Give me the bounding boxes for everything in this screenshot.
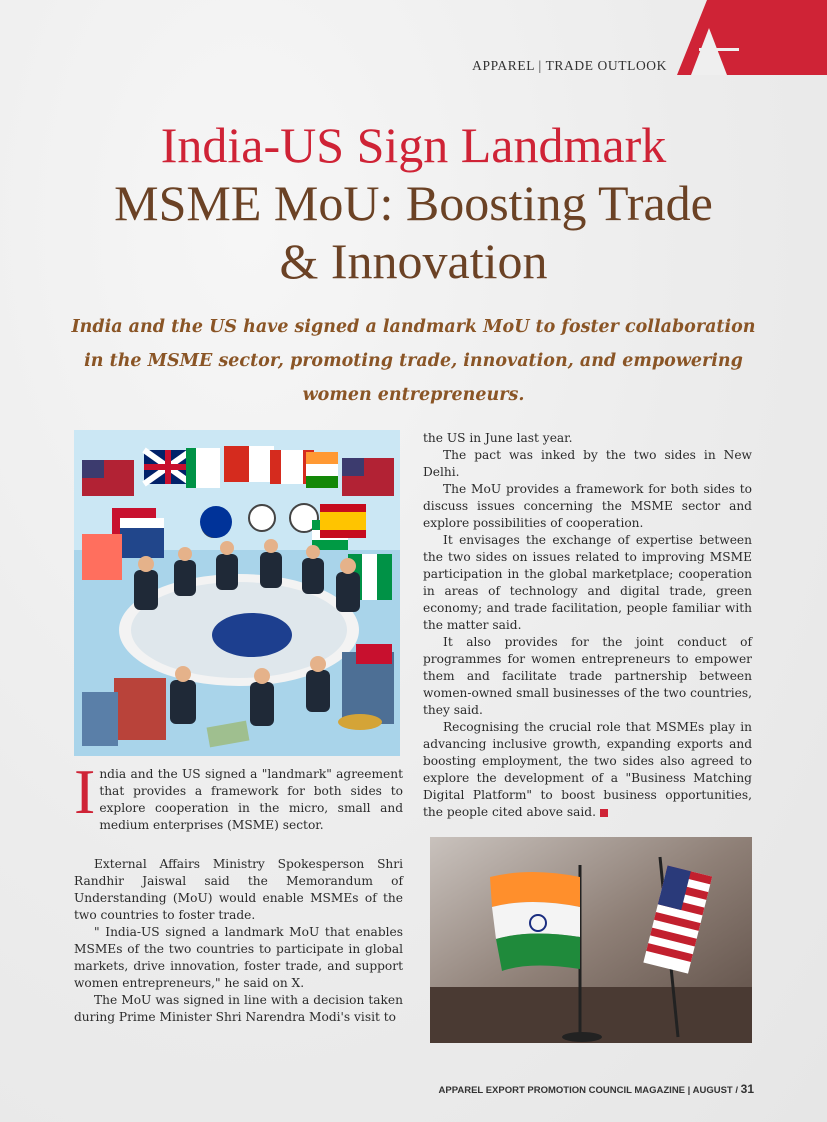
paragraph: The MoU provides a framework for both sides to discuss issues concerning the MSME sector and explore possibilities of cooperation. <box>423 482 752 530</box>
paragraph: External Affairs Ministry Spokesperson Shri Randhir Jaiswal said the Memorandum of Understanding (MoU) would enable MSMEs of the two countries to foster trade. <box>74 857 403 922</box>
column-left-body <box>74 856 403 1026</box>
end-mark-icon <box>600 809 608 817</box>
paragraph: It also provides for the joint conduct of programmes for women entrepreneurs to empower them and facilitate trade partnership between women-owned small businesses of the two countries, they said. <box>423 635 752 717</box>
title-line-1: India-US Sign Landmark <box>160 117 667 173</box>
article-lead: India and the US have signed a landmark MoU to foster collaboration in the MSME sector, promoting trade, innovation, and empowering women entrepreneurs. <box>71 317 756 405</box>
corner-brand-logo <box>677 0 827 75</box>
paragraph-final: Recognising the crucial role that MSMEs play in advancing inclusive growth, expanding exports and boosting employment, the two sides also agreed to explore the development of a "Business Matching Digital Platform" to boost business opportunities, the people cited above said. <box>423 720 752 819</box>
flags-photo-image <box>430 837 752 1043</box>
magazine-name: APPAREL EXPORT PROMOTION COUNCIL MAGAZINE | AUGUST / <box>438 1085 738 1096</box>
paragraph-intro: ndia and the US signed a "landmark" agreement that provides a framework for both sides to explore cooperation in the micro, small and medium enterprises (MSME) sector. <box>99 767 403 832</box>
paragraph: It envisages the exchange of expertise between the two sides on issues related to improving MSME participation in the global marketplace; cooperation in areas of technology and digital trade, green economy; and trade facilitation, people familiar with the matter said. <box>423 533 752 632</box>
paragraph: " India-US signed a landmark MoU that enables MSMEs of the two countries to participate in global markets, drive innovation, foster trade, and support women entrepreneurs," he said on X. <box>74 925 403 990</box>
title-line-2: MSME MoU: Boosting Trade <box>114 175 713 231</box>
paragraph: The MoU was signed in line with a decision taken during Prime Minister Shri Narendra Modi's visit to <box>74 993 403 1024</box>
paragraph: The pact was inked by the two sides in New Delhi. <box>423 448 752 479</box>
meeting-illustration-image <box>74 430 400 756</box>
section-label: APPAREL | TRADE OUTLOOK <box>472 58 667 73</box>
page-number: 31 <box>740 1082 754 1096</box>
article-title <box>40 116 787 290</box>
title-line-3: & Innovation <box>279 233 548 289</box>
column-right-body <box>423 430 752 821</box>
drop-cap: I <box>74 756 96 827</box>
column-left-intro <box>74 756 403 834</box>
paragraph: the US in June last year. <box>423 431 573 445</box>
page-footer <box>439 1082 754 1096</box>
